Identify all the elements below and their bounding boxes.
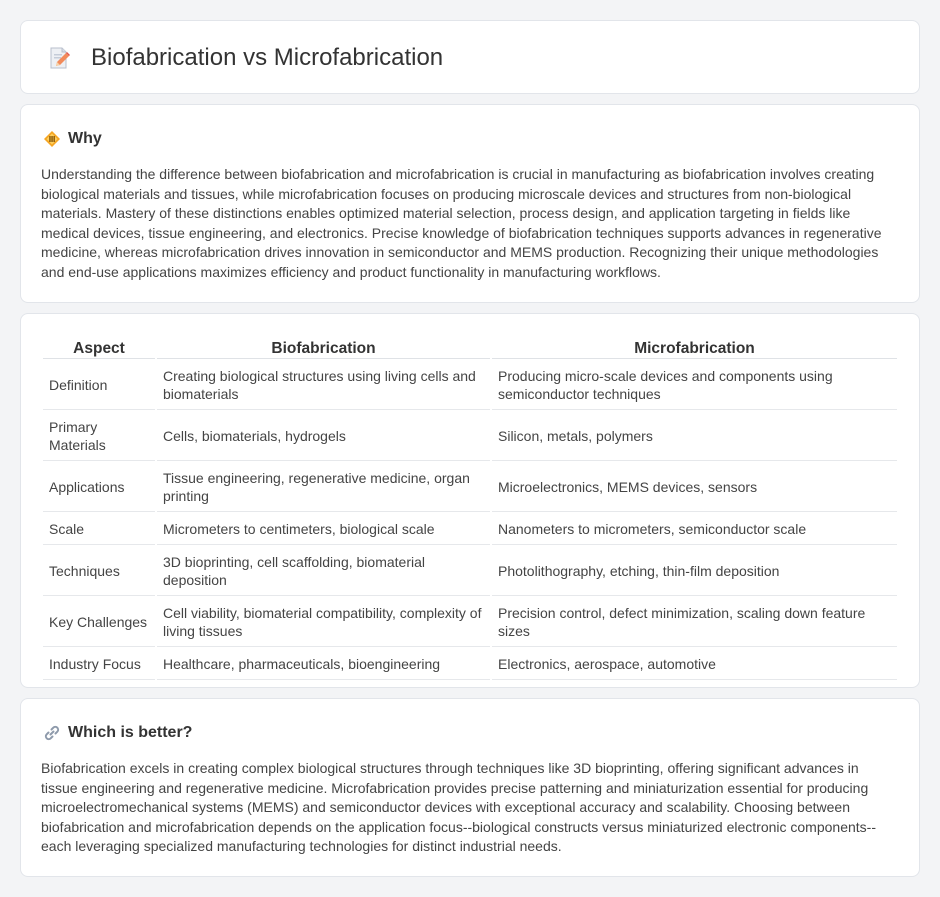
column-header-aspect: Aspect [43, 336, 155, 359]
biofabrication-cell: Micrometers to centimeters, biological scale [157, 514, 490, 545]
biofabrication-cell: 3D bioprinting, cell scaffolding, biomaterial deposition [157, 547, 490, 596]
microfabrication-cell: Photolithography, etching, thin-film deposition [492, 547, 897, 596]
column-header-microfabrication: Microfabrication [492, 336, 897, 359]
comparison-table [41, 334, 899, 682]
document-pencil-icon [47, 46, 71, 70]
which-better-card [20, 698, 920, 877]
title-card [20, 20, 920, 94]
aspect-cell: Techniques [43, 547, 155, 596]
microfabrication-cell: Producing micro-scale devices and components using semiconductor techniques [492, 361, 897, 410]
aspect-cell: Industry Focus [43, 649, 155, 680]
biofabrication-cell: Tissue engineering, regenerative medicine, organ printing [157, 463, 490, 512]
why-card [20, 104, 920, 303]
microfabrication-cell: Electronics, aerospace, automotive [492, 649, 897, 680]
biofabrication-cell: Creating biological structures using living cells and biomaterials [157, 361, 490, 410]
microfabrication-cell: Precision control, defect minimization, scaling down feature sizes [492, 598, 897, 647]
better-header [21, 699, 919, 744]
table-row [43, 514, 897, 545]
aspect-cell: Definition [43, 361, 155, 410]
table-header-row [43, 336, 897, 359]
comparison-card [20, 313, 920, 688]
table-row [43, 412, 897, 461]
table-row [43, 463, 897, 512]
biofabrication-cell: Healthcare, pharmaceuticals, bioengineering [157, 649, 490, 680]
why-title: Why [68, 130, 102, 147]
page-title: Biofabrication vs Microfabrication [91, 44, 444, 71]
aspect-cell: Primary Materials [43, 412, 155, 461]
table-row [43, 547, 897, 596]
aspect-cell: Key Challenges [43, 598, 155, 647]
microfabrication-cell: Silicon, metals, polymers [492, 412, 897, 461]
microfabrication-cell: Nanometers to micrometers, semiconductor scale [492, 514, 897, 545]
table-row [43, 361, 897, 410]
column-header-biofabrication: Biofabrication [157, 336, 490, 359]
title-row [21, 21, 919, 95]
biofabrication-cell: Cells, biomaterials, hydrogels [157, 412, 490, 461]
biofabrication-cell: Cell viability, biomaterial compatibility, complexity of living tissues [157, 598, 490, 647]
why-header [21, 105, 919, 150]
link-icon [43, 724, 61, 742]
better-title: Which is better? [68, 724, 193, 741]
why-paragraph: Understanding the difference between biofabrication and microfabrication is crucial in manufacturing as biofabrication involves creating biological materials and tissues, while microfabrication focuses on producing microscale devices and structures from non-biological materials. Mastery of these distinctions enables optimized material selection, process design, and application targeting in fields like medical devices, tissue engineering, and electronics. Precise knowledge of biofabrication techniques supports advances in regenerative medicine, whereas microfabrication drives innovation in semiconductor and MEMS production. Recognizing their unique methodologies and end-use applications maximizes efficiency and product functionality in manufacturing workflows. [41, 166, 882, 280]
better-paragraph: Biofabrication excels in creating complex biological structures through techniques like 3D bioprinting, offering significant advances in tissue engineering and regenerative medicine. Microfabrication provides precise patterning and miniaturization essential for producing microelectromechanical systems (MEMS) and semiconductor devices with exceptional accuracy and scalability. Choosing between biofabrication and microfabrication depends on the application focus--biological constructs versus miniaturized electronic components--each leveraging specialized manufacturing technologies for distinct industrial needs. [41, 760, 876, 855]
table-row [43, 598, 897, 647]
table-row [43, 649, 897, 680]
aspect-cell: Applications [43, 463, 155, 512]
microfabrication-cell: Microelectronics, MEMS devices, sensors [492, 463, 897, 512]
warning-diamond-icon [43, 130, 61, 148]
aspect-cell: Scale [43, 514, 155, 545]
